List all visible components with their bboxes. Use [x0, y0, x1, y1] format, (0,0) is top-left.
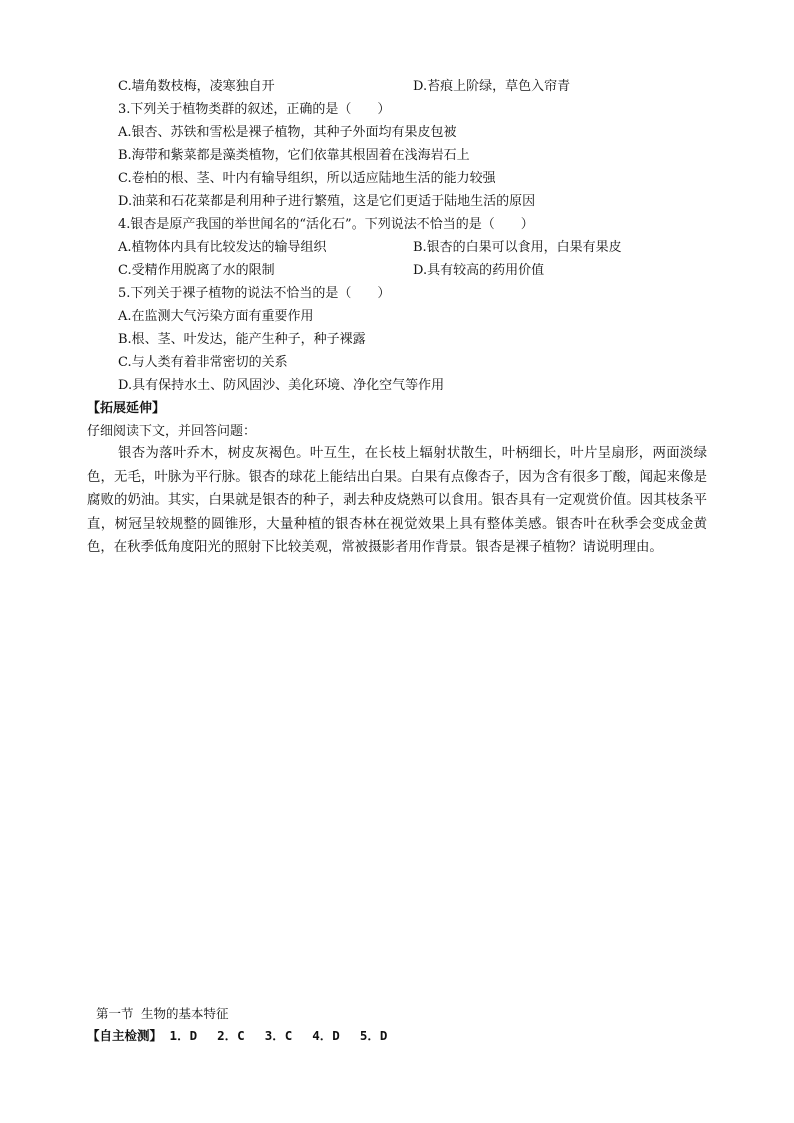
q5-option-c: C.与人类有着非常密切的关系	[118, 355, 288, 370]
q4-option-b: B.银杏的白果可以食用，白果有果皮	[413, 240, 622, 255]
q5-option-b: B.根、茎、叶发达，能产生种子，种子裸露	[118, 332, 366, 347]
section-title: 第一节 生物的基本特征	[96, 1006, 229, 1021]
q5-option-a: A.在监测大气污染方面有重要作用	[118, 309, 314, 324]
answer-key-label: 【自主检测】	[87, 1028, 163, 1043]
q3-option-a: A.银杏、苏铁和雪松是裸子植物，其种子外面均有果皮包被	[118, 125, 457, 140]
q2-option-d: D.苔痕上阶绿，草色入帘青	[413, 79, 571, 94]
q4-option-c: C.受精作用脱离了水的限制	[118, 263, 275, 278]
q5-option-d: D.具有保持水土、防风固沙、美化环境、净化空气等作用	[118, 378, 445, 393]
extension-instruction: 仔细阅读下文，并回答问题：	[87, 424, 257, 439]
q3-option-d: D.油菜和石花菜都是利用种子进行繁殖，这是它们更适于陆地生活的原因	[118, 194, 536, 209]
q4-option-a: A.植物体内具有比较发达的输导组织	[118, 240, 327, 255]
q3-option-c: C.卷柏的根、茎、叶内有输导组织，所以适应陆地生活的能力较强	[118, 171, 496, 186]
q3-stem: 3.下列关于植物类群的叙述，正确的是（ ）	[118, 102, 391, 117]
extension-passage: 银杏为落叶乔木，树皮灰褐色。叶互生，在长枝上辐射状散生，叶柄细长，叶片呈扇形，两面淡绿色，无毛，叶脉为平行脉。银杏的球花上能结出白果。白果有点像杏子，因为含有很多丁酸，闻起来像是腐败的奶油。其实，白果就是银杏的种子，剥去种皮烧熟可以食用。银杏具有一定观赏价值。因其枝条平直，树冠呈较规整的圆锥形，大量种植的银杏林在视觉效果上具有整体美感。银杏叶在秋季会变成金黄色，在秋季低角度阳光的照射下比较美观，常被摄影者用作背景。银杏是裸子植物？请说明理由。	[87, 446, 707, 555]
answer-key	[87, 1027, 387, 1045]
q4-option-d: D.具有较高的药用价值	[413, 263, 545, 278]
answer-key-items: 1．D 2．C 3．C 4．D 5．D	[169, 1028, 388, 1043]
q5-stem: 5.下列关于裸子植物的说法不恰当的是（ ）	[118, 286, 391, 301]
extension-heading: 【拓展延伸】	[87, 401, 166, 416]
q3-option-b: B.海带和紫菜都是藻类植物，它们依靠其根固着在浅海岩石上	[118, 148, 470, 163]
q4-stem: 4.银杏是原产我国的举世闻名的“活化石”。下列说法不恰当的是（ ）	[118, 217, 534, 232]
q2-option-c: C.墙角数枝梅，凌寒独自开	[118, 79, 275, 94]
